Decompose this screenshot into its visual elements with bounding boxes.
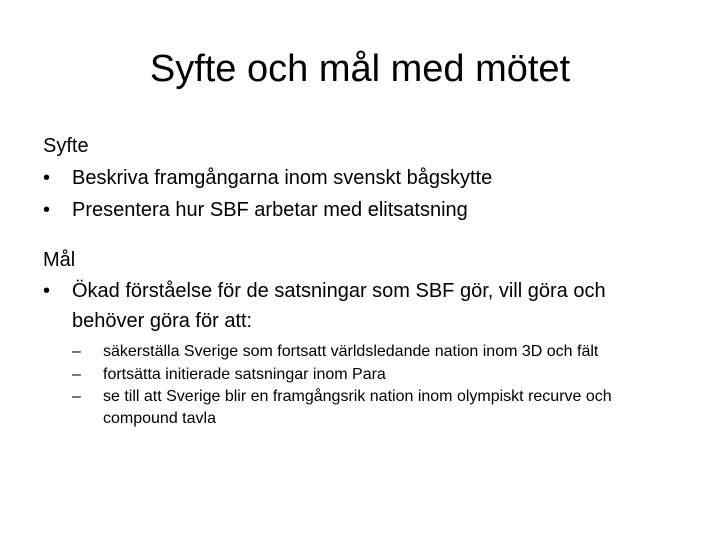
sub-bullet-item (72, 386, 673, 430)
section-spacer (43, 226, 683, 244)
sub-bullet-text: se till att Sverige blir en framgångsrik nation inom olympiskt recurve och compound tavla (103, 388, 612, 427)
bullet-dot: • (43, 199, 51, 221)
sub-bullet-dash: – (72, 343, 81, 360)
sub-bullet-text: säkerställa Sverige som fortsatt världsledande nation inom 3D och fält (103, 343, 599, 360)
sub-bullet-dash: – (72, 388, 81, 405)
slide-content (43, 130, 683, 430)
bullet-text: Ökad förståelse för de satsningar som SBF gör, vill göra och behöver göra för att: (72, 280, 606, 332)
bullet-text: Presentera hur SBF arbetar med elitsatsning (72, 199, 468, 221)
section-heading-mal: Mål (43, 249, 76, 271)
slide-title: Syfte och mål med mötet (149, 48, 571, 90)
section-heading-syfte: Syfte (43, 135, 89, 157)
sub-bullet-item (72, 340, 683, 363)
bullet-dot: • (43, 280, 51, 302)
sub-bullet-dash: – (72, 366, 81, 383)
sub-bullet-item (72, 363, 683, 386)
sub-bullet-list (72, 340, 683, 430)
bullet-item (43, 162, 683, 194)
bullet-item (43, 194, 683, 226)
sub-bullet-text: fortsätta initierade satsningar inom Para (103, 366, 386, 383)
bullet-text: Beskriva framgångarna inom svenskt bågskytte (72, 167, 493, 189)
bullet-item (43, 276, 647, 336)
bullet-dot: • (43, 167, 51, 189)
